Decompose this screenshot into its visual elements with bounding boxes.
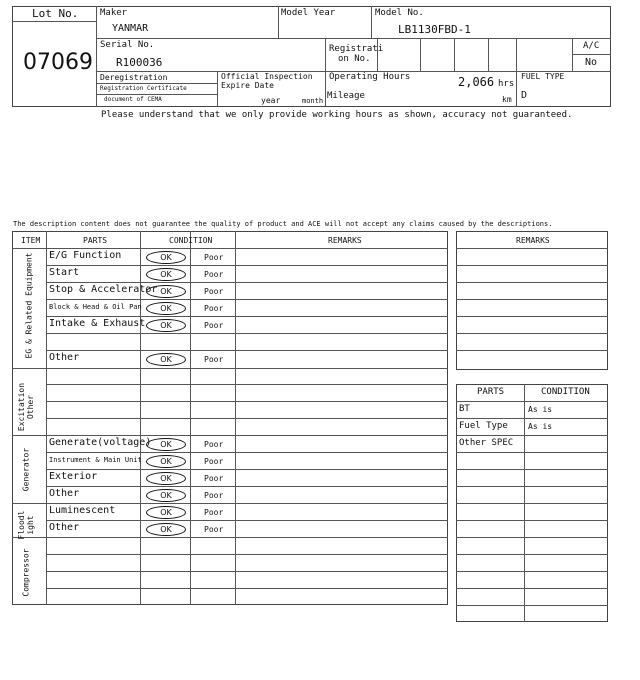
poor-option: Poor bbox=[204, 491, 224, 500]
serial-label: Serial No. bbox=[100, 40, 155, 50]
part-name: Luminescent bbox=[49, 505, 116, 516]
row-divider bbox=[456, 452, 608, 453]
row-divider bbox=[46, 520, 448, 521]
part-name: Other bbox=[49, 488, 80, 499]
row-divider bbox=[456, 571, 608, 572]
row-divider bbox=[456, 469, 608, 470]
fuel-type-value: D bbox=[521, 90, 528, 101]
deregistration-label: Deregistration bbox=[100, 73, 168, 82]
part-name: Exterior bbox=[49, 471, 98, 482]
condition-header: CONDITION bbox=[541, 387, 590, 397]
row-divider bbox=[46, 469, 448, 470]
group-label-excitation-1: Excitation bbox=[17, 382, 26, 432]
row-divider bbox=[456, 299, 608, 300]
col-item-header: ITEM bbox=[21, 236, 41, 245]
spec-condition: As is bbox=[528, 405, 553, 414]
divider bbox=[325, 38, 326, 107]
divider bbox=[278, 6, 279, 38]
divider bbox=[217, 71, 218, 107]
inspection-label: Expire Date bbox=[221, 81, 274, 90]
row-divider bbox=[46, 316, 448, 317]
row-divider bbox=[456, 282, 608, 283]
row-divider bbox=[456, 265, 608, 266]
row-divider bbox=[456, 248, 608, 249]
year-label: year bbox=[261, 96, 281, 105]
divider bbox=[454, 38, 455, 71]
cema-label: document of CEMA bbox=[104, 96, 162, 103]
group-label-compressor: Compressor bbox=[21, 548, 31, 597]
row-divider bbox=[456, 350, 608, 351]
parts-header: PARTS bbox=[477, 387, 505, 397]
poor-option: Poor bbox=[204, 355, 224, 364]
model-year-label: Model Year bbox=[281, 8, 336, 18]
divider bbox=[516, 38, 517, 107]
row-divider bbox=[46, 588, 448, 589]
ok-mark: OK bbox=[146, 523, 186, 536]
part-name: Start bbox=[49, 267, 80, 278]
maker-value: YANMAR bbox=[112, 23, 149, 34]
row-divider bbox=[46, 486, 448, 487]
row-divider bbox=[46, 384, 448, 385]
part-name: Other bbox=[49, 522, 80, 533]
maker-label: Maker bbox=[100, 8, 128, 18]
ok-mark: OK bbox=[146, 472, 186, 485]
row-divider bbox=[456, 486, 608, 487]
row-divider bbox=[456, 520, 608, 521]
part-name: Intake & Exhaust bbox=[49, 318, 146, 329]
ok-mark: OK bbox=[146, 302, 186, 315]
divider bbox=[377, 38, 378, 71]
row-divider bbox=[46, 299, 448, 300]
remarks-header: REMARKS bbox=[516, 236, 550, 245]
registration-label: Registrati bbox=[329, 44, 384, 54]
model-no-label: Model No. bbox=[375, 8, 424, 18]
ac-value: No bbox=[585, 57, 598, 68]
col-condition-header: CONDITION bbox=[169, 236, 213, 245]
part-name: Generate(voltage) bbox=[49, 437, 152, 448]
poor-option: Poor bbox=[204, 253, 224, 262]
row-divider bbox=[456, 537, 608, 538]
group-label-excitation bbox=[17, 377, 35, 437]
col-remarks-header: REMARKS bbox=[328, 236, 362, 245]
description-disclaimer: The description content does not guarantee the quality of product and ACE will not accept any claims caused by the descriptions. bbox=[13, 220, 553, 228]
row-divider bbox=[12, 248, 448, 249]
divider bbox=[96, 83, 217, 84]
poor-option: Poor bbox=[204, 508, 224, 517]
divider bbox=[572, 54, 611, 55]
col-parts-header: PARTS bbox=[83, 236, 108, 245]
row-divider bbox=[456, 418, 608, 419]
row-divider bbox=[46, 537, 448, 538]
serial-value: R100036 bbox=[116, 56, 163, 69]
row-divider bbox=[46, 503, 448, 504]
row-divider bbox=[46, 418, 448, 419]
ok-mark: OK bbox=[146, 506, 186, 519]
ok-mark: OK bbox=[146, 285, 186, 298]
row-divider bbox=[456, 316, 608, 317]
row-divider bbox=[46, 282, 448, 283]
row-divider bbox=[456, 401, 608, 402]
row-divider bbox=[456, 605, 608, 606]
fuel-type-label: FUEL TYPE bbox=[521, 72, 565, 81]
row-divider bbox=[46, 333, 448, 334]
group-label-eg: EG & Related Equipment bbox=[24, 252, 34, 359]
month-label: month bbox=[302, 97, 324, 105]
row-divider bbox=[456, 588, 608, 589]
part-name: Other bbox=[49, 352, 80, 363]
ok-mark: OK bbox=[146, 251, 186, 264]
lot-label: Lot No. bbox=[32, 7, 79, 20]
hours-unit: hrs bbox=[498, 79, 515, 89]
divider bbox=[96, 6, 97, 107]
ok-mark: OK bbox=[146, 455, 186, 468]
ok-mark: OK bbox=[146, 438, 186, 451]
operating-hours-label: Operating Hours bbox=[329, 72, 411, 82]
poor-option: Poor bbox=[204, 304, 224, 313]
mileage-unit: km bbox=[502, 95, 512, 104]
registration-label: on No. bbox=[338, 54, 371, 64]
ok-mark: OK bbox=[146, 353, 186, 366]
poor-option: Poor bbox=[204, 525, 224, 534]
inspection-label: Official Inspection bbox=[221, 72, 313, 81]
ok-mark: OK bbox=[146, 319, 186, 332]
divider bbox=[96, 94, 217, 95]
divider bbox=[420, 38, 421, 71]
part-name: E/G Function bbox=[49, 250, 122, 261]
row-divider bbox=[46, 265, 448, 266]
row-divider bbox=[46, 571, 448, 572]
row-divider bbox=[456, 503, 608, 504]
row-divider bbox=[46, 368, 448, 369]
divider bbox=[96, 38, 611, 39]
group-label-floodlight-1: Floodl bbox=[17, 510, 26, 540]
row-divider bbox=[46, 554, 448, 555]
poor-option: Poor bbox=[204, 270, 224, 279]
poor-option: Poor bbox=[204, 321, 224, 330]
row-divider bbox=[46, 401, 448, 402]
mileage-label: Mileage bbox=[327, 91, 365, 101]
ac-label: A/C bbox=[583, 41, 600, 51]
spec-part: BT bbox=[459, 404, 470, 414]
row-divider bbox=[46, 452, 448, 453]
part-name: Stop & Accelerator bbox=[49, 284, 158, 295]
group-label-generator: Generator bbox=[21, 447, 31, 492]
part-name: Block & Head & Oil Pan bbox=[49, 303, 142, 311]
model-no-value: LB1130FBD-1 bbox=[398, 23, 471, 36]
registration-certificate-label: Registration Certificate bbox=[100, 85, 187, 92]
spec-part: Other SPEC bbox=[459, 438, 514, 448]
row-divider bbox=[12, 368, 48, 369]
divider bbox=[12, 21, 96, 22]
poor-option: Poor bbox=[204, 457, 224, 466]
row-divider bbox=[456, 435, 608, 436]
ok-mark: OK bbox=[146, 489, 186, 502]
row-divider bbox=[456, 333, 608, 334]
hours-disclaimer: Please understand that we only provide working hours as shown, accuracy not guaranteed. bbox=[101, 110, 573, 120]
row-divider bbox=[46, 350, 448, 351]
lot-number: 07069 bbox=[23, 50, 93, 75]
operating-hours-value: 2,066 bbox=[458, 75, 495, 89]
spec-condition: As is bbox=[528, 422, 553, 431]
poor-option: Poor bbox=[204, 440, 224, 449]
row-divider bbox=[46, 435, 448, 436]
part-name: Instrument & Main Unit bbox=[49, 456, 142, 464]
poor-option: Poor bbox=[204, 287, 224, 296]
ok-mark: OK bbox=[146, 268, 186, 281]
divider bbox=[488, 38, 489, 71]
divider bbox=[371, 6, 372, 38]
group-label-excitation-2: Other bbox=[26, 394, 35, 420]
group-label-floodlight-2: ight bbox=[26, 515, 35, 535]
spec-part: Fuel Type bbox=[459, 421, 508, 431]
row-divider bbox=[456, 554, 608, 555]
poor-option: Poor bbox=[204, 474, 224, 483]
